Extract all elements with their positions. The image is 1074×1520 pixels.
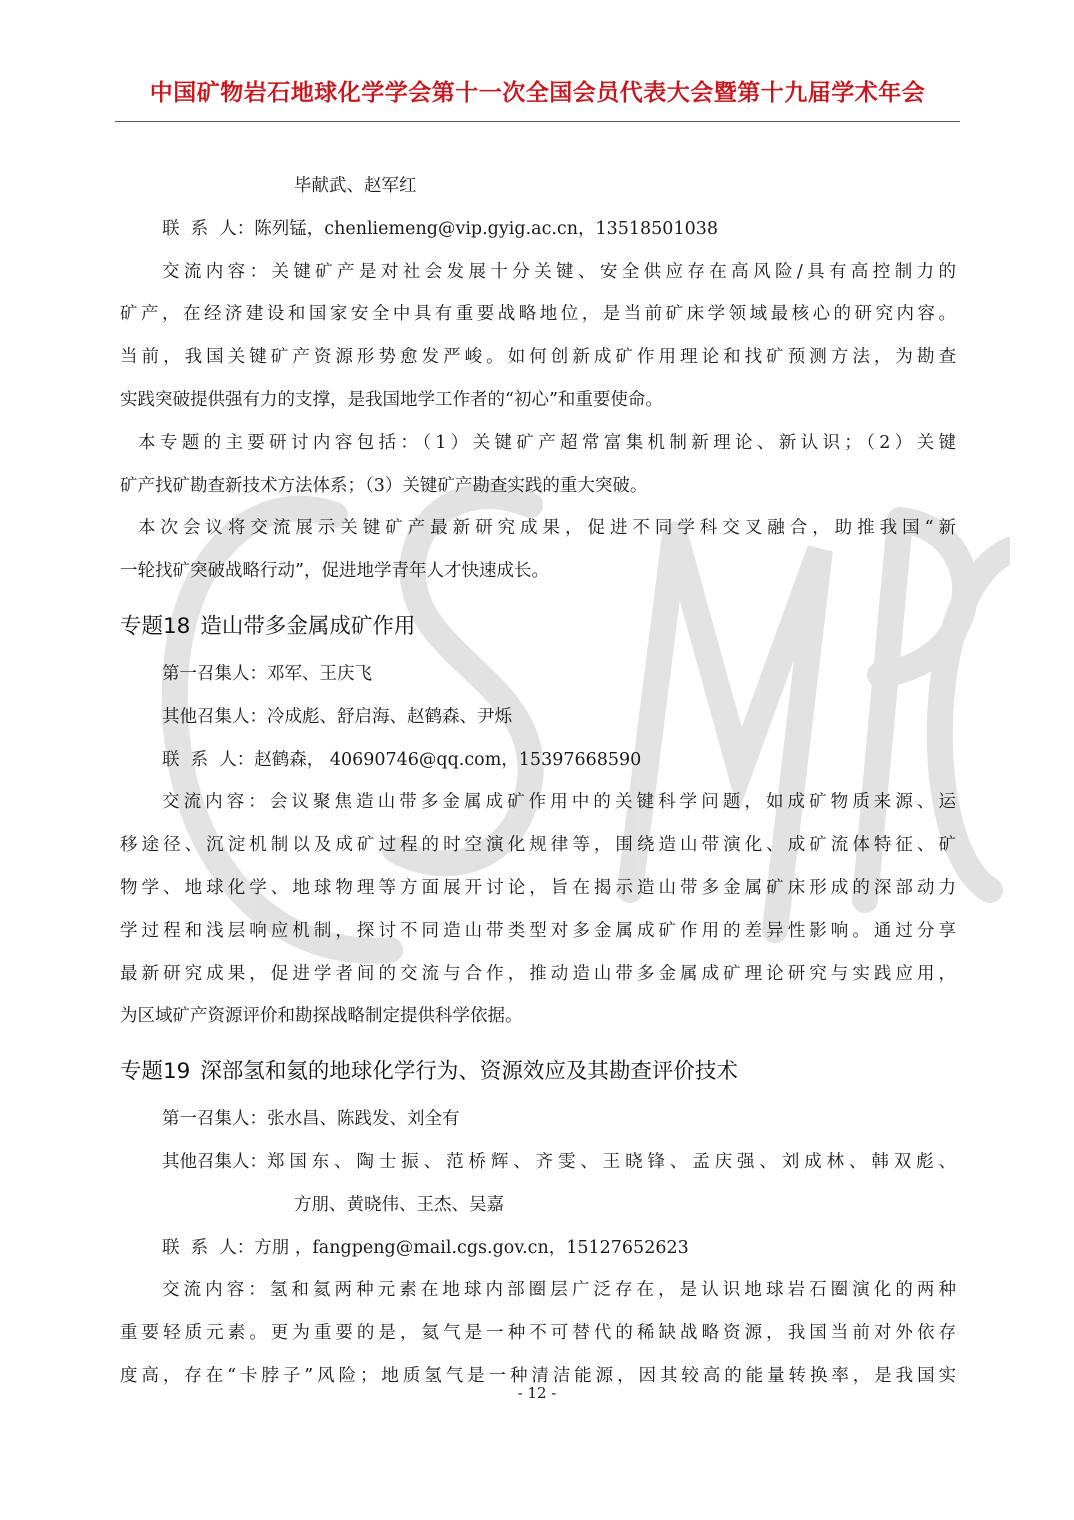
exchange-content-paragraph-19	[120, 1269, 956, 1397]
paragraph-line: 矿产，在经济建设和国家安全中具有重要战略地位，是当前矿床学领域最核心的研究内容。	[120, 304, 956, 325]
first-convener-value: 邓军、王庆飞	[267, 663, 372, 684]
paragraph-line: 本专题的主要研讨内容包括：（1）关键矿产超常富集机制新理论、新认识；（2）关键	[138, 432, 956, 453]
paragraph-line: 交流内容：氢和氦两种元素在地球内部圈层广泛存在，是认识地球岩石圈演化的两种	[162, 1280, 956, 1301]
contact-value: 赵鹤森， 40690746@qq.com，15397668590	[254, 749, 642, 770]
paragraph-line: 重要轻质元素。更为重要的是，氦气是一种不可替代的稀缺战略资源，我国当前对外依存	[120, 1323, 956, 1344]
contact-value: 方朋 ，fangpeng@mail.cgs.gov.cn，15127652623	[254, 1237, 689, 1258]
other-conveners-19	[120, 1141, 956, 1184]
first-convener-label: 第一召集人：	[162, 663, 267, 684]
contact-label: 联 系 人：	[162, 218, 255, 239]
contact-person-18	[120, 739, 956, 782]
topic-scope-paragraph-17	[120, 422, 956, 508]
topic-title: 深部氢和氦的地球化学行为、资源效应及其勘查评价技术	[200, 1059, 738, 1085]
exchange-content-paragraph-18	[120, 781, 956, 1038]
paragraph-line: 为区域矿产资源评价和勘探战略制定提供科学依据。	[120, 1006, 523, 1027]
paragraph-line: 一轮找矿突破战略行动”，促进地学青年人才快速成长。	[120, 561, 549, 582]
other-conveners-label: 其他召集人：	[162, 706, 267, 727]
paragraph-line: 度高，存在“卡脖子”风险；地质氢气是一种清洁能源，因其较高的能量转换率，是我国实	[120, 1365, 956, 1386]
contact-label: 联 系 人：	[162, 749, 255, 770]
other-conveners-continued: 方朋、黄晓伟、王杰、吴嘉	[294, 1194, 504, 1215]
other-conveners-label: 其他召集人：	[162, 1151, 267, 1172]
topic-heading-19	[120, 1046, 956, 1098]
paragraph-line: 交流内容：关键矿产是对社会发展十分关键、安全供应存在高风险/具有高控制力的	[162, 261, 956, 282]
header-divider	[115, 121, 960, 122]
first-convener-value: 张水昌、陈践发、刘全有	[267, 1109, 460, 1130]
topic-number: 专题18	[120, 613, 191, 639]
paragraph-line: 最新研究成果，促进学者间的交流与合作，推动造山带多金属成矿理论研究与实践应用，	[120, 963, 956, 984]
first-convener-19	[120, 1098, 956, 1141]
meeting-goal-paragraph-17	[120, 507, 956, 593]
topic-number: 专题19	[120, 1059, 191, 1085]
contact-person-19	[120, 1227, 956, 1270]
contact-person-17	[120, 208, 956, 251]
conference-header: 中国矿物岩石地球化学学会第十一次全国会员代表大会暨第十九届学术年会	[149, 80, 926, 106]
other-conveners-value: 冷成彪、舒启海、赵鹤森、尹烁	[267, 706, 512, 727]
page-number: - 12 -	[517, 1384, 557, 1402]
contact-label: 联 系 人：	[162, 1237, 255, 1258]
convener-names-continued: 毕献武、赵军红	[294, 176, 417, 196]
topic-title: 造山带多金属成矿作用	[200, 613, 416, 639]
paragraph-line: 实践突破提供强有力的支撑，是我国地学工作者的“初心”和重要使命。	[120, 389, 663, 410]
document-body	[120, 165, 956, 1398]
contact-value: 陈列锰，chenliemeng@vip.gyig.ac.cn，13518501038	[254, 218, 718, 239]
exchange-content-paragraph-17	[120, 251, 956, 422]
other-conveners-18	[120, 696, 956, 739]
other-conveners-value: 郑国东、陶士振、范桥辉、齐雯、王晓锋、孟庆强、刘成林、韩双彪、	[267, 1151, 956, 1172]
paragraph-line: 学过程和浅层响应机制，探讨不同造山带类型对多金属成矿作用的差异性影响。通过分享	[120, 920, 956, 941]
topic-heading-18	[120, 601, 956, 653]
paragraph-line: 本次会议将交流展示关键矿产最新研究成果，促进不同学科交叉融合，助推我国“新	[138, 518, 956, 539]
paragraph-line: 当前，我国关键矿产资源形势愈发严峻。如何创新成矿作用理论和找矿预测方法，为勘查	[120, 347, 956, 368]
paragraph-line: 物学、地球化学、地球物理等方面展开讨论，旨在揭示造山带多金属矿床形成的深部动力	[120, 877, 956, 898]
paragraph-line: 交流内容：会议聚焦造山带多金属成矿作用中的关键科学问题，如成矿物质来源、运	[162, 792, 956, 813]
first-convener-18	[120, 653, 956, 696]
paragraph-line: 矿产找矿勘查新技术方法体系；（3）关键矿产勘查实践的重大突破。	[120, 475, 648, 496]
first-convener-label: 第一召集人：	[162, 1109, 267, 1130]
paragraph-line: 移途径、沉淀机制以及成矿过程的时空演化规律等，围绕造山带演化、成矿流体特征、矿	[120, 835, 956, 856]
